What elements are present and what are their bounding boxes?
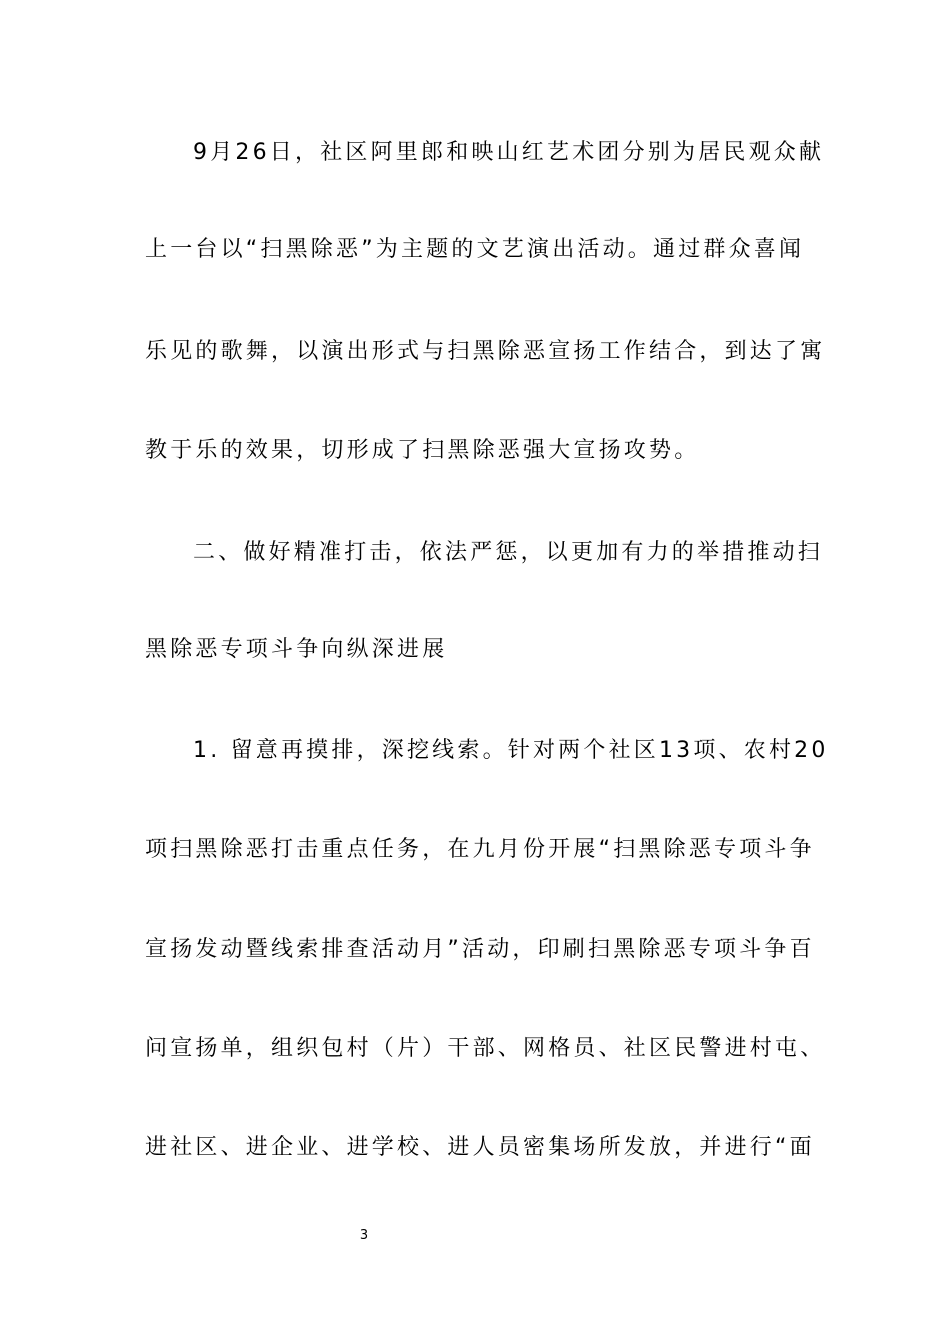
section-heading-line-1: 二、做好精准打击，依法严惩，以更加有力的举措推动扫 bbox=[193, 540, 824, 565]
paragraph-1-line-2: 上一台以“扫黑除恶”为主题的文艺演出活动。通过群众喜闻 bbox=[145, 237, 805, 262]
paragraph-2-line-5: 进社区、进企业、进学校、进人员密集场所发放，并进行“面 bbox=[145, 1135, 815, 1160]
paragraph-2-line-3: 宣扬发动暨线索排查活动月”活动，印刷扫黑除恶专项斗争百 bbox=[145, 937, 815, 962]
paragraph-2-line-4: 问宣扬单，组织包村（片）干部、网格员、社区民警进村屯、 bbox=[145, 1036, 826, 1061]
page-number: 3 bbox=[359, 1228, 369, 1243]
section-heading-line-2: 黑除恶专项斗争向纵深进展 bbox=[145, 637, 448, 662]
paragraph-1-line-4: 教于乐的效果，切形成了扫黑除恶强大宣扬攻势。 bbox=[145, 438, 700, 463]
paragraph-2-line-1: 1. 留意再摸排，深挖线索。针对两个社区13项、农村20 bbox=[193, 738, 829, 763]
paragraph-2-line-2: 项扫黑除恶打击重点任务，在九月份开展“扫黑除恶专项斗争 bbox=[145, 837, 815, 862]
paragraph-1-line-1: 9月26日，社区阿里郎和映山红艺术团分别为居民观众献 bbox=[193, 140, 825, 165]
paragraph-1-line-3: 乐见的歌舞，以演出形式与扫黑除恶宣扬工作结合，到达了寓 bbox=[145, 339, 826, 364]
